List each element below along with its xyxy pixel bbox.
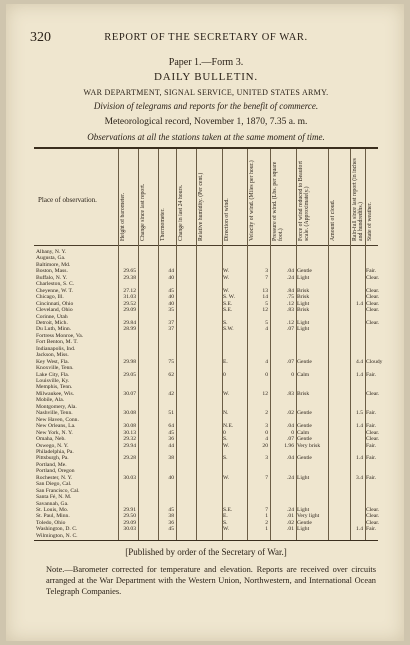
- table-cell: W.: [223, 287, 230, 294]
- table-cell: 30.07: [123, 390, 136, 397]
- station-name: Pittsburgh, Pa.: [36, 455, 69, 462]
- table-cell: 20: [262, 442, 268, 449]
- table-cell: 64: [168, 423, 174, 430]
- station-name: Oswego, N. Y.: [36, 442, 69, 449]
- table-cell: .24: [287, 274, 294, 281]
- station-name: San Diego, Cal.: [36, 481, 72, 488]
- table-cell: 1.5: [356, 410, 363, 417]
- station-name: New Haven, Conn.: [36, 416, 79, 423]
- column-header: Rain-fall since last report (in inches and hundredths.): [352, 158, 364, 241]
- column-header: Pressure of wind. (Lbs. per square foot.): [272, 161, 285, 241]
- table-cell: Fair.: [366, 474, 377, 481]
- table-cell: Brisk: [297, 390, 310, 397]
- table-cell: 1.4: [356, 423, 363, 430]
- document-page: [6, 4, 404, 641]
- station-name: Du Luth, Minn.: [36, 326, 72, 333]
- table-cell: 29.28: [123, 455, 136, 462]
- table-cell: Clear.: [366, 436, 380, 443]
- table-cell: 4: [265, 358, 268, 365]
- table-cell: 29.84: [123, 319, 136, 326]
- table-cell: 40: [168, 300, 174, 307]
- station-name: Key West, Fla.: [36, 358, 70, 365]
- table-cell: Gentle: [297, 519, 312, 526]
- table-cell: Clear.: [366, 300, 380, 307]
- table-cell: S.: [223, 436, 228, 443]
- column-header: Velocity of wind. (Miles per hour.): [249, 160, 255, 241]
- column-header: Change in last 24 hours.: [178, 184, 184, 241]
- table-cell: N.: [223, 410, 229, 417]
- table-cell: 0: [223, 371, 226, 378]
- table-cell: S.: [223, 319, 228, 326]
- table-cell: 29.65: [123, 268, 136, 275]
- table-cell: Very light: [297, 513, 320, 520]
- table-cell: 3: [265, 268, 268, 275]
- table-cell: S. W.: [223, 294, 235, 301]
- table-cell: Light: [297, 300, 310, 307]
- table-cell: Light: [297, 526, 310, 533]
- table-cell: 45: [168, 287, 174, 294]
- footer-note: Note.—Barometer corrected for temperature and elevation. Reports are received over circuits arranged at the War Department with the Western Union, Northwestern, and International Ocean Telegraph Companies.: [46, 565, 376, 596]
- station-name: Rochester, N. Y.: [36, 474, 73, 481]
- station-name: Omaha, Neb.: [36, 436, 66, 443]
- table-cell: Fair.: [366, 423, 377, 430]
- column-header: State of weather.: [367, 202, 373, 241]
- report-date-line: Meteorological record, November 1, 1870, 7.35 a. m.: [104, 117, 308, 127]
- station-name: Wilmington, N. C.: [36, 532, 78, 539]
- table-cell: 44: [168, 268, 174, 275]
- table-cell: Clear.: [366, 307, 380, 314]
- column-header: Amount of cloud.: [330, 199, 336, 241]
- table-cell: 30.03: [123, 474, 136, 481]
- station-name: Cincinnati, Ohio: [36, 300, 74, 307]
- station-name: Santa Fé, N. M.: [36, 494, 72, 501]
- table-cell: 36: [168, 436, 174, 443]
- station-name: Montgomery, Ala.: [36, 403, 77, 410]
- station-name: Nashville, Tenn.: [36, 410, 73, 417]
- table-cell: .04: [287, 268, 294, 275]
- header-rule: [34, 245, 378, 246]
- table-cell: .75: [287, 294, 294, 301]
- table-cell: S.E.: [223, 507, 233, 513]
- table-cell: 0: [223, 429, 226, 436]
- table-cell: .02: [287, 519, 294, 526]
- table-cell: Cloudy: [366, 358, 383, 365]
- table-cell: 30.03: [123, 526, 136, 533]
- table-cell: 12: [262, 307, 268, 314]
- table-cell: .02: [287, 410, 294, 417]
- table-cell: 13: [262, 287, 268, 294]
- table-cell: 1.4: [356, 455, 363, 462]
- table-cell: Gentle: [297, 410, 312, 417]
- station-name: Baltimore, Md.: [36, 261, 71, 268]
- page-header: [30, 30, 382, 46]
- table-cell: 1.4: [356, 526, 363, 533]
- column-header: Direction of wind.: [224, 198, 230, 241]
- table-cell: Fair.: [366, 371, 377, 378]
- division-line: Division of telegrams and reports for the benefit of commerce.: [93, 101, 319, 111]
- station-name: Portland, Oregon: [36, 468, 75, 475]
- table-cell: Fair.: [366, 410, 377, 417]
- table-cell: .84: [287, 287, 294, 294]
- table-cell: W.: [223, 442, 230, 449]
- table-cell: W.: [223, 390, 230, 397]
- table-cell: 12: [262, 390, 268, 397]
- table-cell: 4.4: [356, 358, 363, 365]
- table-cell: Gentle: [297, 423, 312, 430]
- table-cell: 2: [265, 519, 268, 526]
- table-cell: 62: [168, 371, 174, 378]
- table-cell: 29.09: [123, 307, 136, 314]
- station-name: Chicago, Ill.: [36, 294, 64, 301]
- paper-form-label: Paper 1.—Form 3.: [168, 57, 244, 68]
- table-cell: 7: [265, 474, 268, 481]
- table-cell: 45: [168, 507, 174, 513]
- table-cell: Gentle: [297, 358, 312, 365]
- station-name: Toledo, Ohio: [36, 519, 66, 526]
- table-cell: .24: [287, 507, 294, 513]
- table-cell: 38: [168, 513, 174, 520]
- station-name: Louisville, Ky.: [36, 378, 70, 384]
- table-cell: 36: [168, 519, 174, 526]
- table-cell: 3.4: [356, 474, 363, 481]
- table-cell: Brisk: [297, 287, 310, 294]
- table-cell: Clear.: [366, 287, 380, 294]
- table-cell: N.E.: [223, 423, 234, 430]
- page-number: 320: [30, 30, 51, 45]
- station-name: Cheyenne, W. T.: [36, 287, 73, 294]
- table-cell: 30.08: [123, 410, 136, 417]
- table-cell: 30.13: [123, 429, 136, 436]
- table-cell: 1: [265, 526, 268, 533]
- table-cell: 75: [168, 358, 174, 365]
- table-cell: 2: [265, 410, 268, 417]
- table-cell: 51: [168, 410, 174, 417]
- column-header: Height of barometer.: [120, 192, 126, 241]
- table-cell: .83: [287, 307, 294, 314]
- table-cell: 29.94: [123, 442, 136, 449]
- table-cell: Fair.: [366, 442, 377, 449]
- table-cell: 4: [265, 436, 268, 443]
- table-cell: 45: [168, 526, 174, 533]
- observation-table: [34, 147, 383, 541]
- table-cell: 4: [265, 326, 268, 333]
- table-cell: .01: [287, 526, 294, 533]
- table-cell: 1: [265, 513, 268, 520]
- station-name: Albany, N. Y.: [36, 249, 67, 255]
- table-cell: Gentle: [297, 436, 312, 443]
- table-cell: 7: [265, 274, 268, 281]
- table-cell: Clear.: [366, 429, 380, 436]
- table-cell: Clear.: [366, 519, 380, 526]
- table-cell: 0: [291, 371, 294, 378]
- table-cell: 38: [168, 455, 174, 462]
- table-cell: W.: [223, 474, 230, 481]
- station-name: Indianapolis, Ind.: [36, 345, 76, 352]
- station-name: Philadelphia, Pa.: [36, 448, 74, 455]
- table-cell: 31.03: [123, 294, 136, 301]
- table-cell: Fair.: [366, 526, 377, 533]
- published-notice: [Published by order of the Secretary of War.]: [125, 547, 287, 557]
- table-cell: 40: [168, 274, 174, 281]
- bulletin-title: DAILY BULLETIN.: [154, 71, 258, 83]
- table-cell: 14: [262, 294, 268, 301]
- table-cell: S.: [223, 455, 228, 462]
- table-cell: Light: [297, 474, 310, 481]
- station-name: Detroit, Mich.: [36, 319, 68, 326]
- table-cell: .04: [287, 455, 294, 462]
- station-name: Cleveland, Ohio: [36, 307, 73, 314]
- table-cell: 40: [168, 294, 174, 301]
- table-cell: S.: [223, 519, 228, 526]
- table-cell: 1.96: [284, 442, 294, 449]
- table-cell: Very brisk: [297, 442, 321, 449]
- station-name: Mobile, Ala.: [36, 397, 65, 404]
- table-cell: 1.4: [356, 300, 363, 307]
- table-cell: Clear.: [366, 507, 380, 513]
- table-cell: Clear.: [366, 390, 380, 397]
- station-name: St. Paul, Minn.: [36, 513, 70, 520]
- table-cell: 29.91: [123, 507, 136, 513]
- station-name: Lake City, Fla.: [36, 371, 70, 378]
- table-cell: 29.50: [123, 513, 136, 520]
- table-cell: Clear.: [366, 274, 380, 281]
- table-cell: .04: [287, 423, 294, 430]
- table-cell: S.W.: [223, 326, 234, 333]
- table-cell: Brisk: [297, 307, 310, 314]
- table-cell: E.: [223, 513, 228, 520]
- table-cell: 29.32: [123, 436, 136, 443]
- table-cell: 44: [168, 442, 174, 449]
- table-cell: .83: [287, 390, 294, 397]
- table-cell: 0: [265, 429, 268, 436]
- station-name: Boston, Mass.: [36, 268, 68, 275]
- station-name: New Orleans, La.: [36, 423, 76, 430]
- table-cell: .01: [287, 513, 294, 520]
- table-cell: 37: [168, 319, 174, 326]
- table-cell: 3: [265, 423, 268, 430]
- station-name: Fort Benton, M. T.: [36, 339, 78, 346]
- table-cell: Light: [297, 319, 310, 326]
- table-cell: Fair.: [366, 268, 377, 275]
- table-cell: S.E.: [223, 307, 233, 314]
- table-cell: Gentle: [297, 268, 312, 275]
- table-cell: 40: [168, 474, 174, 481]
- table-cell: Fair.: [366, 455, 377, 462]
- table-cell: 27.12: [123, 287, 136, 294]
- table-cell: 30.08: [123, 423, 136, 430]
- station-name: New York, N. Y.: [36, 429, 73, 436]
- table-cell: Clear.: [366, 294, 380, 301]
- place-column-header: Place of observation.: [38, 196, 97, 204]
- station-name: Corinne, Utah: [36, 313, 68, 320]
- department-line: WAR DEPARTMENT, SIGNAL SERVICE, UNITED STATES ARMY.: [83, 88, 329, 97]
- running-head: REPORT OF THE SECRETARY OF WAR.: [104, 32, 308, 43]
- table-cell: 29.05: [123, 371, 136, 378]
- table-cell: .24: [287, 474, 294, 481]
- table-cell: Gentle: [297, 455, 312, 462]
- station-name: Knoxville, Tenn.: [36, 365, 74, 372]
- table-cell: 28.99: [123, 326, 136, 333]
- table-cell: Clear.: [366, 319, 380, 326]
- station-name: Charleston, S. C.: [36, 281, 75, 288]
- table-cell: Light: [297, 274, 310, 281]
- table-cell: 45: [168, 429, 174, 436]
- table-cell: .07: [287, 436, 294, 443]
- table-cell: 1.4: [356, 371, 363, 378]
- table-cell: .07: [287, 358, 294, 365]
- table-cell: Clear.: [366, 513, 380, 520]
- table-cell: 35: [168, 307, 174, 314]
- table-cell: W.: [223, 274, 230, 281]
- table-cell: Light: [297, 507, 310, 513]
- table-cell: Calm: [297, 429, 310, 436]
- station-name: Portland, Me.: [36, 461, 67, 468]
- station-name: Washington, D. C.: [36, 526, 78, 533]
- table-cell: .12: [287, 300, 294, 307]
- station-name: Savannah, Ga.: [36, 500, 69, 507]
- table-cell: 29.38: [123, 274, 136, 281]
- table-cell: S.E.: [223, 300, 233, 307]
- station-name: St. Louis, Mo.: [36, 507, 69, 513]
- station-name: Milwaukee, Wis.: [36, 390, 75, 397]
- table-cell: Light: [297, 326, 310, 333]
- table-cell: Calm: [297, 371, 310, 378]
- table-cell: W.: [223, 526, 230, 533]
- table-cell: 29.09: [123, 519, 136, 526]
- station-name: Memphis, Tenn.: [36, 384, 73, 391]
- station-name: Buffalo, N. Y.: [36, 274, 68, 281]
- table-cell: 5: [265, 300, 268, 307]
- table-cell: 37: [168, 326, 174, 333]
- table-cell: 42: [168, 390, 174, 397]
- observation-note: Observations at all the stations taken at the same moment of time.: [87, 132, 325, 142]
- table-cell: 29.52: [123, 300, 136, 307]
- station-name: Fortress Monroe, Va.: [36, 332, 84, 339]
- table-cell: Brisk: [297, 294, 310, 301]
- column-header: Force of wind reduced to Beaufort scale. (Approximately.): [298, 160, 311, 241]
- station-name: Augusta, Ga.: [36, 255, 66, 262]
- station-name: San Francisco, Cal.: [36, 487, 80, 494]
- table-cell: 3: [265, 455, 268, 462]
- table-cell: 7: [265, 507, 268, 513]
- table-cell: 5: [265, 319, 268, 326]
- table-row: [34, 533, 378, 541]
- table-cell: 0: [265, 371, 268, 378]
- table-cell: W.: [223, 268, 230, 275]
- table-cell: 0: [291, 429, 294, 436]
- table-cell: 29.98: [123, 358, 136, 365]
- table-cell: .12: [287, 319, 294, 326]
- table-cell: E.: [223, 358, 228, 365]
- table-cell: .07: [287, 326, 294, 333]
- column-header: Change since last report.: [140, 183, 146, 241]
- column-header: Thermometer.: [160, 208, 166, 241]
- column-header: Relative humidity. (Per cent.): [198, 172, 204, 241]
- station-name: Jackson, Miss.: [36, 352, 69, 359]
